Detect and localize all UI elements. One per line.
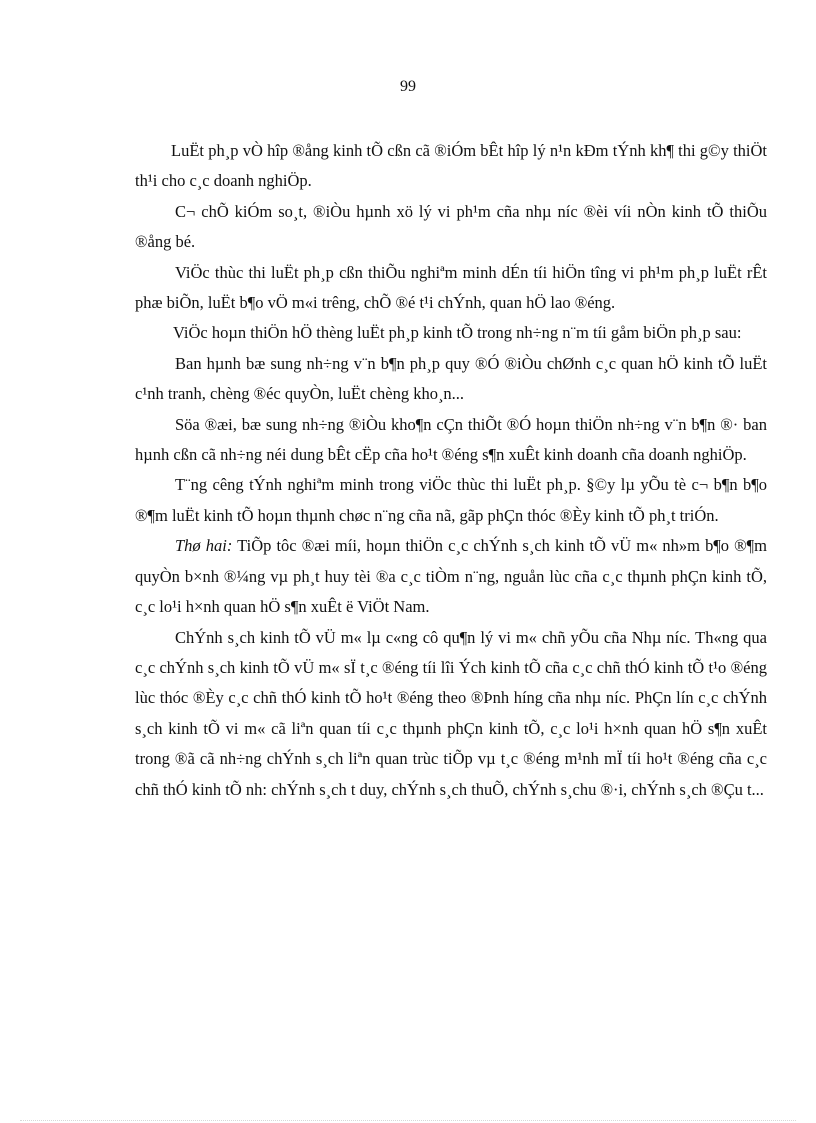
paragraph: ViÖc thùc thi luËt ph¸p cßn thiÕu nghiªm minh dÉn tíi hiÖn tîng vi ph¹m ph¸p luËt rÊt phæ biÕn, luËt b¶o vÖ m«i trêng, chÕ ®é t¹i chÝnh, quan hÖ lao ®éng. [135, 262, 767, 313]
body-text [135, 136, 767, 805]
paragraph-thu-hai [135, 531, 767, 622]
page-number: 99 [400, 78, 416, 95]
paragraph: LuËt ph¸p vÒ hîp ®ång kinh tÕ cßn cã ®iÓm bÊt hîp lý n¹n kÐm tÝnh kh¶ thi g©y thiÖt th¹i cho c¸c doanh nghiÖp. [135, 141, 767, 191]
paragraph: ViÖc hoµn thiÖn hÖ thèng luËt ph¸p kinh tÕ trong nh÷ng n¨m tíi gåm biÖn ph¸p sau: [173, 323, 742, 343]
page-bottom-divider [20, 1120, 796, 1121]
paragraph: C¬ chÕ kiÓm so¸t, ®iÒu hµnh xö lý vi ph¹m cña nhµ níc ®èi víi nÒn kinh tÕ thiÕu ®ång bé. [135, 201, 767, 252]
paragraph: T¨ng cêng tÝnh nghiªm minh trong viÖc thùc thi luËt ph¸p. §©y lµ yÕu tè c¬ b¶n b¶o ®¶m luËt kinh tÕ hoµn thµnh chøc n¨ng cña nã, gãp phÇn thóc ®Èy kinh tÕ ph¸t triÓn. [135, 475, 767, 525]
paragraph: ChÝnh s¸ch kinh tÕ vÜ m« lµ c«ng cô qu¶n lý vi m« chñ yÕu cña Nhµ níc. Th«ng qua c¸c chÝnh s¸ch kinh tÕ vÜ m« sÏ t¸c ®éng tíi lîi Ých kinh tÕ cña c¸c chñ thÓ kinh tÕ t¹o ®éng lùc thóc ®Èy c¸c chñ thÓ kinh tÕ ho¹t ®éng theo ®Þnh híng cña nhµ níc. PhÇn lín c¸c chÝnh s¸ch kinh tÕ vi m« cã liªn quan tíi c¸c thµnh phÇn kinh tÕ, c¸c lo¹i h×nh quan hÖ s¶n xuÊt trong ®ã cã nh÷ng chÝnh s¸ch liªn quan trùc tiÕp vµ t¸c ®éng m¹nh mÏ tíi ho¹t ®éng cña c¸c chñ thÓ kinh tÕ nh: chÝnh s¸ch t duy, chÝnh s¸ch thuÕ, chÝnh s¸chu ®·i, chÝnh s¸ch ®Çu t... [135, 627, 767, 799]
paragraph-text: TiÕp tôc ®æi míi, hoµn thiÖn c¸c chÝnh s¸ch kinh tÕ vÜ m« nh»m b¶o ®¶m quyÒn b×nh ®¼ng vµ ph¸t huy tèi ®a c¸c tiÒm n¨ng, nguån lùc cña c¸c thµnh phÇn kinh tÕ, c¸c lo¹i h×nh quan hÖ s¶n xuÊt ë ViÖt Nam. [135, 536, 767, 617]
section-lead: Thø hai: [175, 536, 233, 556]
paragraph: Söa ®æi, bæ sung nh÷ng ®iÒu kho¶n cÇn thiÕt ®Ó hoµn thiÖn nh÷ng v¨n b¶n ®· ban hµnh cßn cã nh÷ng néi dung bÊt cËp cña ho¹t ®éng s¶n xuÊt kinh doanh cña doanh nghiÖp. [135, 414, 767, 465]
paragraph: Ban hµnh bæ sung nh÷ng v¨n b¶n ph¸p quy ®Ó ®iÒu chØnh c¸c quan hÖ kinh tÕ luËt c¹nh tranh, chèng ®éc quyÒn, luËt chèng kho¸n... [135, 353, 767, 404]
